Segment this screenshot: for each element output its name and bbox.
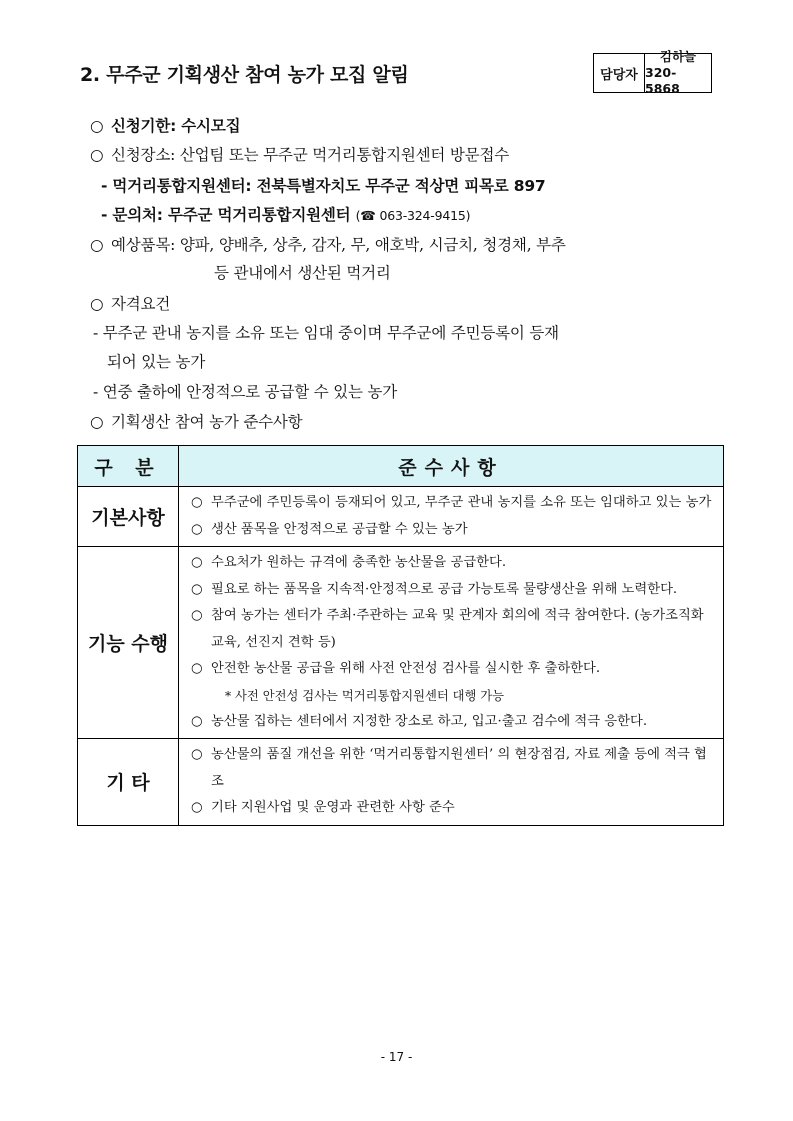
bullet-circle-icon: ○	[90, 413, 104, 431]
bullet-circle-icon: ○	[191, 581, 203, 597]
application-period: 신청기한: 수시모집	[111, 117, 241, 135]
bullet-circle-icon: ○	[90, 146, 104, 164]
table-row	[78, 487, 724, 547]
bullet-circle-icon: ○	[90, 295, 104, 313]
compliance-table	[77, 445, 724, 826]
qualification-1: - 무주군 관내 농지를 소유 또는 임대 중이며 무주군에 주민등록이 등재	[93, 324, 559, 342]
row-category: 기능 수행	[78, 547, 179, 739]
contact-label: 담당자	[594, 54, 645, 92]
bullet-circle-icon: ○	[191, 800, 203, 815]
center-address: - 먹거리통합지원센터: 전북특별자치도 무주군 적상면 피목로 897	[101, 177, 546, 195]
row-items	[179, 547, 724, 739]
list-item: ○ 농산물 집하는 센터에서 지정한 장소로 하고, 입고·출고 검수에 적극 응한다.	[191, 709, 715, 736]
contact-info	[645, 49, 711, 96]
contact-phone: 320-5868	[645, 65, 680, 96]
row-items	[179, 739, 724, 826]
safety-note: * 사전 안전성 검사는 먹거리통합지원센터 대행 가능	[225, 688, 505, 703]
qualifications-line	[90, 292, 170, 314]
application-place-line	[90, 143, 509, 165]
list-item: ○ 생산 품목을 안정적으로 공급할 수 있는 농가	[191, 517, 715, 544]
qualification-2: - 연중 출하에 안정적으로 공급할 수 있는 농가	[93, 383, 398, 401]
bullet-circle-icon: ○	[90, 236, 104, 254]
contact-name: 김하늘	[659, 49, 697, 64]
list-item: ○ 무주군에 주민등록이 등재되어 있고, 무주군 관내 농지를 소유 또는 임대하고 있는 농가	[191, 490, 715, 517]
list-item: ○ 참여 농가는 센터가 주최·주관하는 교육 및 관계자 회의에 적극 참여한다. (농가조직화 교육, 선진지 견학 등)	[191, 603, 715, 656]
bullet-circle-icon: ○	[191, 495, 203, 510]
row-category: 기본사항	[78, 487, 179, 547]
list-item: ○ 수요처가 원하는 규격에 충족한 농산물을 공급한다.	[191, 550, 715, 577]
list-item: ○ 안전한 농산물 공급을 위해 사전 안전성 검사를 실시한 후 출하한다.	[191, 656, 715, 683]
expected-items-line	[90, 233, 566, 255]
rules-heading-line	[90, 410, 302, 432]
inquiry-phone: (☎ 063-324-9415)	[355, 208, 471, 223]
bullet-circle-icon: ○	[191, 713, 203, 729]
bullet-circle-icon: ○	[191, 661, 203, 676]
bullet-circle-icon: ○	[191, 608, 203, 623]
qualifications-heading: 자격요건	[111, 295, 171, 313]
table-header-rules: 준수사항	[179, 446, 724, 487]
qualification-1-cont: 되어 있는 농가	[107, 353, 206, 371]
contact-box	[593, 49, 712, 96]
expected-items-cont: 등 관내에서 생산된 먹거리	[214, 264, 391, 282]
list-item: ○ 기타 지원사업 및 운영과 관련한 사항 준수	[191, 795, 715, 822]
bullet-circle-icon: ○	[191, 521, 203, 537]
application-period-line	[90, 114, 240, 136]
table-header-row	[78, 446, 724, 487]
bullet-circle-icon: ○	[191, 747, 203, 762]
expected-items: 예상품목: 양파, 양배추, 상추, 감자, 무, 애호박, 시금치, 청경채, 부추	[111, 236, 566, 254]
bullet-circle-icon: ○	[191, 555, 203, 570]
page-number: - 17 -	[380, 1050, 413, 1064]
inquiry-line	[101, 203, 470, 225]
table-row	[78, 739, 724, 826]
page-title: 2. 무주군 기획생산 참여 농가 모집 알림	[80, 64, 409, 86]
list-item: ○ 필요로 하는 품목을 지속적·안정적으로 공급 가능토록 물량생산을 위해 노력한다.	[191, 577, 715, 604]
list-item: ○ 농산물의 품질 개선을 위한 ‘먹거리통합지원센터’ 의 현장점검, 자료 제출 등에 적극 협조	[191, 742, 715, 795]
bullet-circle-icon: ○	[90, 117, 104, 135]
inquiry: - 문의처: 무주군 먹거리통합지원센터	[101, 206, 351, 224]
table-header-category: 구 분	[78, 446, 179, 487]
table-row	[78, 547, 724, 739]
application-place: 신청장소: 산업팀 또는 무주군 먹거리통합지원센터 방문접수	[111, 146, 509, 164]
rules-heading: 기획생산 참여 농가 준수사항	[111, 413, 303, 431]
row-category: 기 타	[78, 739, 179, 826]
row-items	[179, 487, 724, 547]
